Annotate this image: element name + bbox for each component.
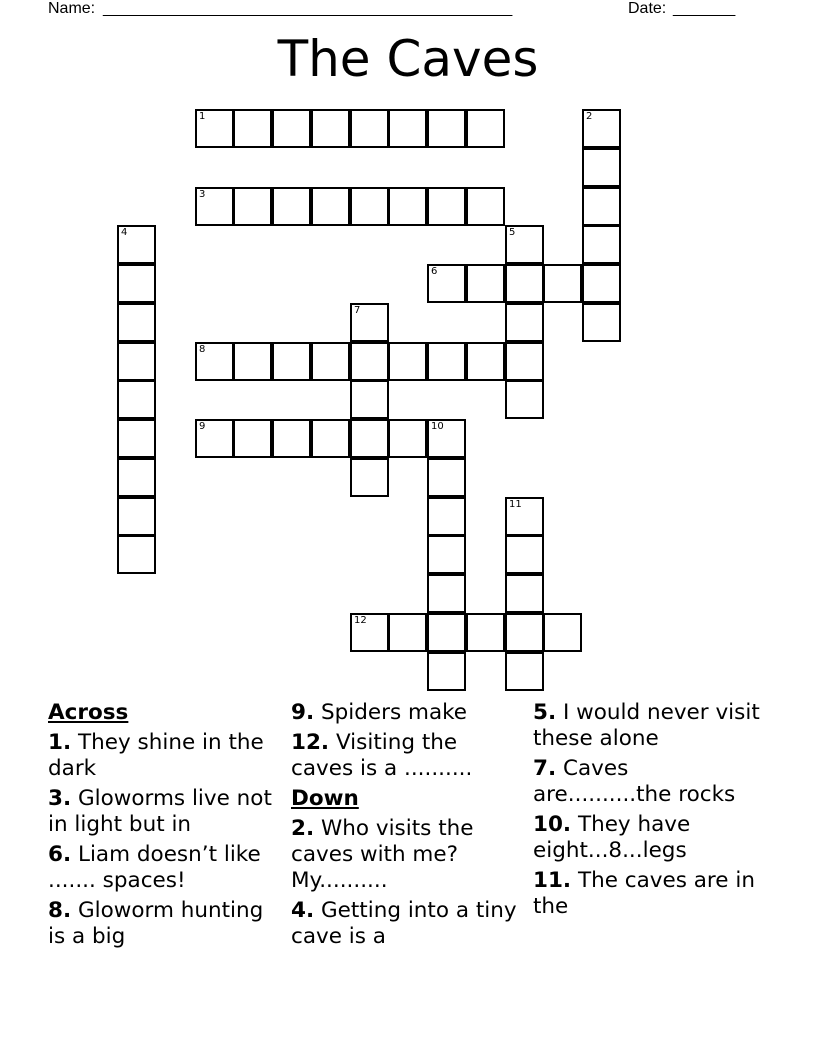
grid-cell[interactable] — [195, 187, 234, 226]
cell-number: 1 — [199, 111, 206, 122]
clue-number: 2. — [291, 816, 315, 841]
grid-cell[interactable] — [350, 342, 389, 381]
grid-cell[interactable] — [350, 613, 389, 652]
clue-text: Caves are..........the rocks — [533, 756, 736, 807]
grid-cell[interactable] — [272, 419, 311, 458]
clue-down-11 — [533, 868, 773, 920]
grid-cell[interactable] — [505, 497, 544, 536]
clue-text: They have eight...8...legs — [533, 812, 691, 863]
grid-cell[interactable] — [427, 574, 466, 613]
clue-text: Liam doesn’t like ....... spaces! — [48, 842, 261, 893]
name-label: Name: — [48, 0, 96, 17]
clue-text: Who visits the caves with me? My.......... — [291, 816, 474, 893]
date-field-line[interactable]: _______ — [673, 0, 736, 17]
grid-cell[interactable] — [117, 264, 156, 303]
grid-cell[interactable] — [505, 342, 544, 381]
clue-down-10 — [533, 812, 773, 864]
grid-cell[interactable] — [466, 109, 505, 148]
grid-cell[interactable] — [272, 187, 311, 226]
grid-cell[interactable] — [350, 458, 389, 497]
grid-cell[interactable] — [233, 187, 272, 226]
grid-cell[interactable] — [117, 303, 156, 342]
cell-number: 6 — [431, 266, 438, 277]
grid-cell[interactable] — [117, 497, 156, 536]
grid-cell[interactable] — [543, 613, 582, 652]
cell-number: 8 — [199, 344, 206, 355]
clue-across-8 — [48, 898, 278, 950]
grid-cell[interactable] — [427, 535, 466, 574]
grid-cell[interactable] — [427, 264, 466, 303]
grid-cell[interactable] — [272, 342, 311, 381]
name-field-line[interactable]: ______________________________________________ — [103, 0, 513, 17]
grid-cell[interactable] — [582, 303, 621, 342]
grid-cell[interactable] — [582, 148, 621, 187]
grid-cell[interactable] — [388, 613, 427, 652]
grid-cell[interactable] — [427, 497, 466, 536]
clue-across-1 — [48, 730, 278, 782]
grid-cell[interactable] — [311, 342, 350, 381]
grid-cell[interactable] — [117, 535, 156, 574]
clue-number: 12. — [291, 730, 330, 755]
clue-number: 5. — [533, 700, 557, 725]
grid-cell[interactable] — [311, 109, 350, 148]
grid-cell[interactable] — [582, 109, 621, 148]
clue-down-2 — [291, 816, 526, 894]
grid-cell[interactable] — [117, 380, 156, 419]
grid-cell[interactable] — [466, 264, 505, 303]
grid-cell[interactable] — [505, 574, 544, 613]
grid-cell[interactable] — [505, 652, 544, 691]
clues-column-1 — [48, 700, 278, 954]
grid-cell[interactable] — [311, 419, 350, 458]
grid-cell[interactable] — [427, 109, 466, 148]
cell-number: 12 — [354, 615, 367, 626]
clue-number: 1. — [48, 730, 72, 755]
cell-number: 7 — [354, 305, 361, 316]
grid-cell[interactable] — [505, 613, 544, 652]
grid-cell[interactable] — [582, 187, 621, 226]
grid-cell[interactable] — [388, 109, 427, 148]
grid-cell[interactable] — [466, 342, 505, 381]
cell-number: 9 — [199, 421, 206, 432]
grid-cell[interactable] — [505, 225, 544, 264]
grid-cell[interactable] — [117, 225, 156, 264]
clue-text: Visiting the caves is a .......... — [291, 730, 473, 781]
grid-cell[interactable] — [427, 187, 466, 226]
clue-text: They shine in the dark — [48, 730, 264, 781]
grid-cell[interactable] — [427, 419, 466, 458]
clue-number: 6. — [48, 842, 72, 867]
grid-cell[interactable] — [505, 303, 544, 342]
grid-cell[interactable] — [350, 380, 389, 419]
grid-cell[interactable] — [195, 109, 234, 148]
grid-cell[interactable] — [350, 419, 389, 458]
grid-cell[interactable] — [350, 109, 389, 148]
cell-number: 11 — [509, 499, 522, 510]
clue-number: 4. — [291, 898, 315, 923]
grid-cell[interactable] — [350, 187, 389, 226]
clue-text: I would never visit these alone — [533, 700, 760, 751]
clue-text: Spiders make — [320, 700, 468, 725]
clue-text: Gloworms live not in light but in — [48, 786, 272, 837]
grid-cell[interactable] — [233, 419, 272, 458]
grid-cell[interactable] — [582, 225, 621, 264]
grid-cell[interactable] — [388, 187, 427, 226]
grid-cell[interactable] — [582, 264, 621, 303]
cell-number: 2 — [586, 111, 593, 122]
page-title: The Caves — [277, 30, 539, 88]
clue-number: 8. — [48, 898, 72, 923]
grid-cell[interactable] — [117, 342, 156, 381]
grid-cell[interactable] — [427, 342, 466, 381]
grid-cell[interactable] — [505, 380, 544, 419]
clue-text: Gloworm hunting is a big — [48, 898, 264, 949]
across-heading: Across — [48, 700, 129, 725]
grid-cell[interactable] — [117, 419, 156, 458]
clue-number: 3. — [48, 786, 72, 811]
date-label: Date: — [628, 0, 667, 17]
grid-cell[interactable] — [195, 342, 234, 381]
grid-cell[interactable] — [388, 342, 427, 381]
grid-cell[interactable] — [117, 458, 156, 497]
grid-cell[interactable] — [427, 652, 466, 691]
grid-cell[interactable] — [195, 419, 234, 458]
clues-column-3 — [533, 700, 773, 924]
clue-across-12 — [291, 730, 526, 782]
clue-number: 10. — [533, 812, 572, 837]
grid-cell[interactable] — [427, 458, 466, 497]
grid-cell[interactable] — [466, 613, 505, 652]
clues-column-2 — [291, 700, 526, 954]
cell-number: 4 — [121, 227, 128, 238]
grid-cell[interactable] — [350, 303, 389, 342]
clue-number: 7. — [533, 756, 557, 781]
clue-number: 11. — [533, 868, 572, 893]
cell-number: 10 — [431, 421, 444, 432]
grid-cell[interactable] — [427, 613, 466, 652]
cell-number: 5 — [509, 227, 516, 238]
clue-text: The caves are in the — [533, 868, 755, 919]
clue-text: Getting into a tiny cave is a — [291, 898, 517, 949]
grid-cell[interactable] — [311, 187, 350, 226]
down-heading: Down — [291, 786, 359, 811]
grid-cell[interactable] — [543, 264, 582, 303]
clue-number: 9. — [291, 700, 315, 725]
clue-down-7 — [533, 756, 773, 808]
clue-across-6 — [48, 842, 278, 894]
grid-cell[interactable] — [466, 187, 505, 226]
grid-cell[interactable] — [505, 535, 544, 574]
grid-cell[interactable] — [272, 109, 311, 148]
grid-cell[interactable] — [388, 419, 427, 458]
grid-cell[interactable] — [233, 109, 272, 148]
clue-across-9 — [291, 700, 526, 726]
cell-number: 3 — [199, 189, 206, 200]
grid-cell[interactable] — [233, 342, 272, 381]
grid-cell[interactable] — [505, 264, 544, 303]
clue-down-5 — [533, 700, 773, 752]
clue-down-4 — [291, 898, 526, 950]
clue-across-3 — [48, 786, 278, 838]
